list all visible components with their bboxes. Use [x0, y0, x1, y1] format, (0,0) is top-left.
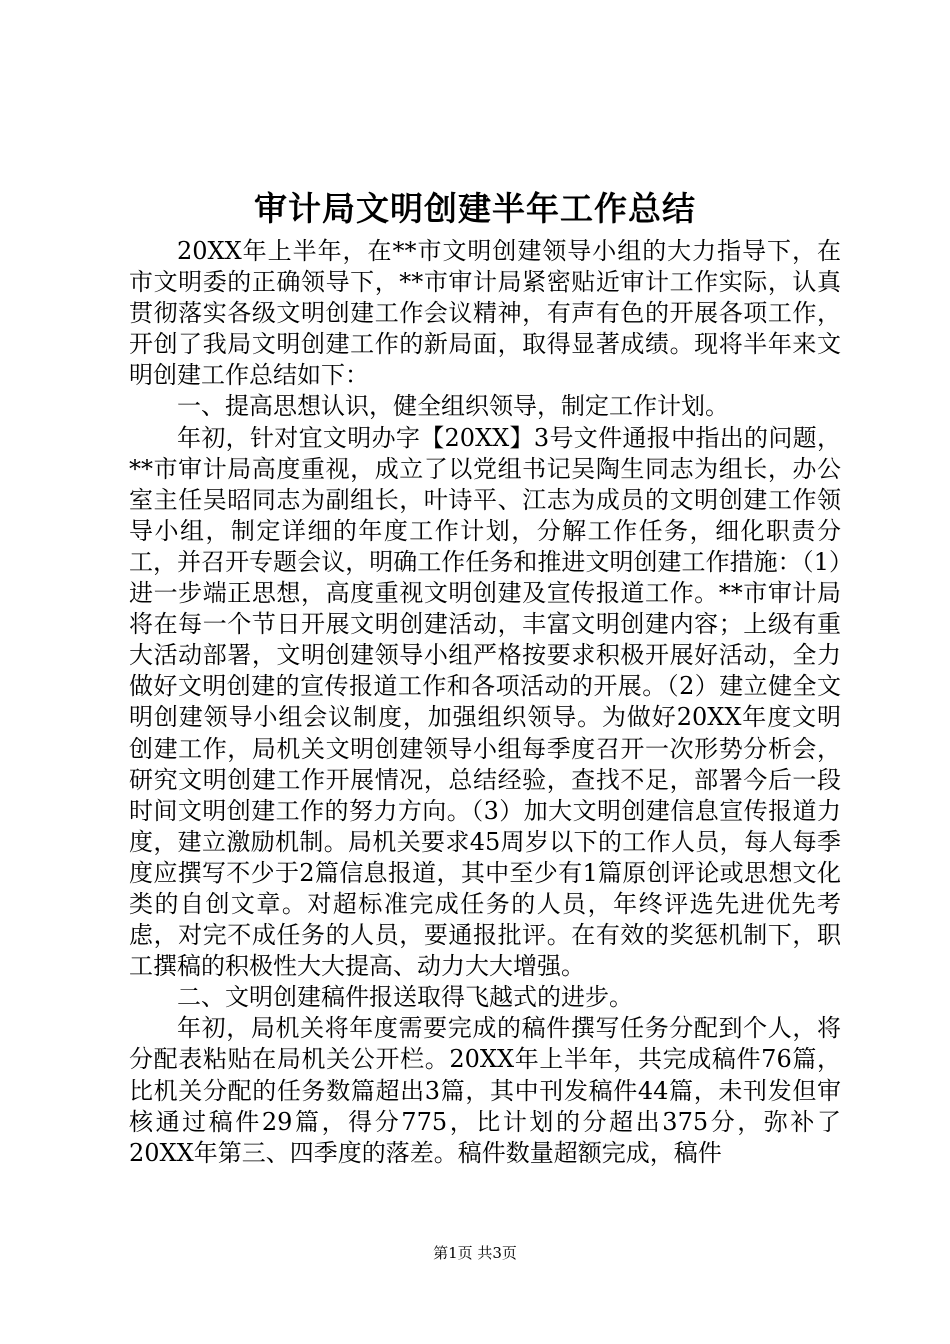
paragraph-section-1: 年初，针对宜文明办字【20XX】3号文件通报中指出的问题，**市审计局高度重视，成立了以党组书记吴陶生同志为组长，办公室主任吴昭同志为副组长，叶诗平、江志为成员的文明创建工作领导小组，制定详细的年度工作计划，分解工作任务，细化职责分工，并召开专题会议，明确工作任务和推进文明创建工作措施：（1）进一步端正思想，高度重视文明创建及宣传报道工作。**市审计局将在每一个节日开展文明创建活动，丰富文明创建内容；上级有重大活动部署，文明创建领导小组严格按要求积极开展好活动，全力做好文明创建的宣传报道工作和各项活动的开展。（2）建立健全文明创建领导小组会议制度，加强组织领导。为做好20XX年度文明创建工作，局机关文明创建领导小组每季度召开一次形势分析会，研究文明创建工作开展情况，总结经验，查找不足，部署今后一段时间文明创建工作的努力方向。（3）加大文明创建信息宣传报道力度，建立激励机制。局机关要求45周岁以下的工作人员，每人每季度应撰写不少于2篇信息报道，其中至少有1篇原创评论或思想文化类的自创文章。对超标准完成任务的人员，年终评选先进优先考虑，对完不成任务的人员，要通报批评。在有效的奖惩机制下，职工撰稿的积极性大大提高、动力大大增强。	[129, 423, 841, 981]
section-heading-1: 一、提高思想认识，健全组织领导，制定工作计划。	[177, 392, 729, 421]
paragraph-section-2: 年初，局机关将年度需要完成的稿件撰写任务分配到个人，将分配表粘贴在局机关公开栏。20XX年上半年，共完成稿件76篇，比机关分配的任务数篇超出3篇，其中刊发稿件44篇，未刊发但审核通过稿件29篇，得分775，比计划的分超出375分，弥补了20XX年第三、四季度的落差。稿件数量超额完成，稿件	[129, 1014, 841, 1167]
section-heading-2: 二、文明创建稿件报送取得飞越式的进步。	[177, 983, 633, 1012]
document-title: 审计局文明创建半年工作总结	[254, 189, 696, 228]
document-body	[129, 236, 841, 1169]
page-footer: 第1页 共3页	[433, 1244, 517, 1262]
paragraph-intro: 20XX年上半年，在**市文明创建领导小组的大力指导下，在市文明委的正确领导下，**市审计局紧密贴近审计工作实际，认真贯彻落实各级文明创建工作会议精神，有声有色的开展各项工作，开创了我局文明创建工作的新局面，取得显著成绩。现将半年来文明创建工作总结如下：	[129, 237, 841, 390]
